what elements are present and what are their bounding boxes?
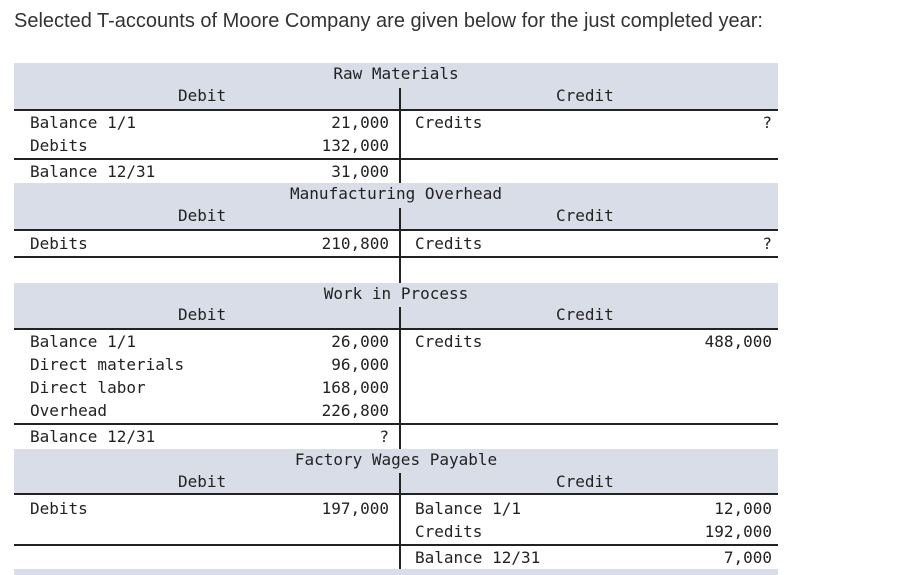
- header-rule: [14, 328, 778, 330]
- debit-column-label: Debit: [178, 206, 227, 225]
- ending-balance-label: Balance 12/31: [415, 548, 541, 567]
- t-account-header: [14, 63, 778, 111]
- t-account-raw-materials: [14, 63, 778, 183]
- next-t-account-header: [14, 569, 778, 575]
- balance-rule: [14, 423, 778, 425]
- t-account-header: [14, 449, 778, 495]
- credit-entry-amount: 12,000: [714, 499, 772, 518]
- t-account-header: [14, 183, 778, 231]
- debit-column-label: Debit: [178, 472, 227, 491]
- t-account-header: [14, 283, 778, 330]
- debit-entry-label: Balance 1/1: [30, 332, 136, 351]
- debit-entry-label: Debits: [30, 499, 88, 518]
- debit-entry-amount: 226,800: [321, 401, 389, 420]
- credit-entry-label: Balance 1/1: [415, 499, 521, 518]
- credit-entry-amount: 192,000: [704, 522, 772, 541]
- ending-balance-label: Balance 12/31: [30, 162, 156, 181]
- debit-entry-amount: 26,000: [331, 332, 389, 351]
- credit-entry-amount: 488,000: [704, 332, 772, 351]
- ending-balance-amount: 31,000: [331, 162, 389, 181]
- debit-entry-amount: 168,000: [321, 378, 389, 397]
- t-account-manufacturing-overhead: [14, 183, 778, 283]
- balance-rule: [14, 256, 778, 258]
- t-account-divider: [399, 88, 401, 183]
- debit-column-label: Debit: [178, 86, 227, 105]
- t-account-factory-wages-payable: [14, 449, 778, 569]
- debit-entry-amount: 96,000: [331, 355, 389, 374]
- ending-balance-amount: ?: [379, 427, 389, 446]
- credit-entry-label: Credits: [415, 522, 483, 541]
- t-account-title: Manufacturing Overhead: [290, 184, 502, 203]
- credit-entry-label: Credits: [415, 332, 483, 351]
- credit-entry-amount: ?: [762, 113, 772, 132]
- t-account-title: Raw Materials: [333, 64, 459, 83]
- credit-column-label: Credit: [556, 206, 614, 225]
- credit-column-label: Credit: [556, 305, 614, 324]
- credit-entry-label: Credits: [415, 113, 483, 132]
- debit-entry-amount: 132,000: [321, 136, 389, 155]
- ending-balance-label: Balance 12/31: [30, 427, 156, 446]
- debit-entry-amount: 197,000: [321, 499, 389, 518]
- t-account-divider: [399, 208, 401, 283]
- debit-entry-label: Balance 1/1: [30, 113, 136, 132]
- balance-rule: [14, 158, 778, 160]
- ending-balance-amount: 7,000: [723, 548, 772, 567]
- debit-entry-label: Debits: [30, 136, 88, 155]
- debit-column-label: Debit: [178, 305, 227, 324]
- credit-entry-amount: ?: [762, 234, 772, 253]
- credit-column-label: Credit: [556, 472, 614, 491]
- debit-entry-label: Direct materials: [30, 355, 185, 374]
- debit-entry-label: Direct labor: [30, 378, 146, 397]
- t-account-divider: [399, 307, 401, 449]
- t-account-title: Work in Process: [323, 284, 469, 303]
- t-account-title: Factory Wages Payable: [294, 450, 498, 469]
- debit-entry-label: Debits: [30, 234, 88, 253]
- intro-text: Selected T-accounts of Moore Company are given below for the just completed year:: [14, 10, 763, 32]
- header-rule: [14, 109, 778, 111]
- t-account-divider: [399, 473, 401, 569]
- debit-entry-amount: 210,800: [321, 234, 389, 253]
- header-rule: [14, 229, 778, 231]
- header-rule: [14, 493, 778, 495]
- balance-rule: [14, 544, 778, 546]
- debit-entry-amount: 21,000: [331, 113, 389, 132]
- credit-column-label: Credit: [556, 86, 614, 105]
- credit-entry-label: Credits: [415, 234, 483, 253]
- debit-entry-label: Overhead: [30, 401, 108, 420]
- t-account-work-in-process: [14, 283, 778, 449]
